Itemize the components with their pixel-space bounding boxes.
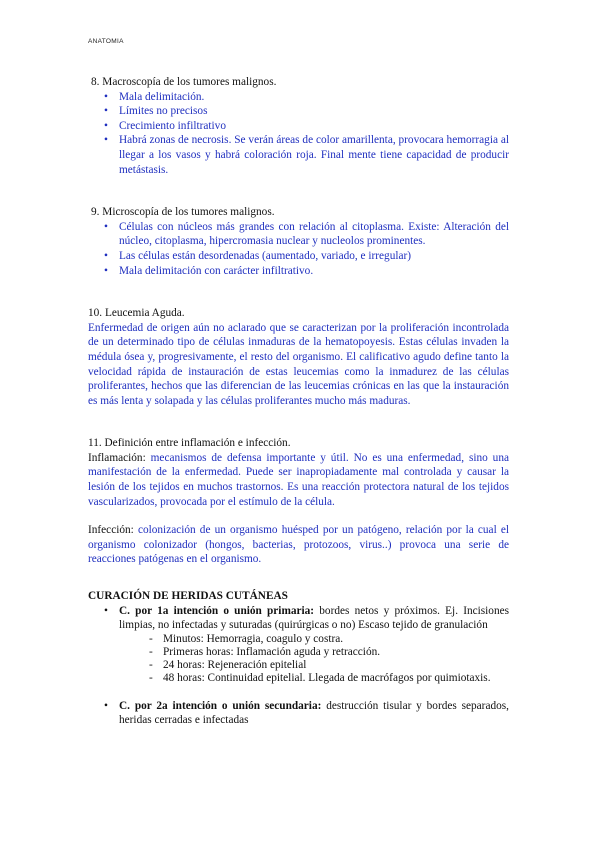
stage-item: - 48 horas: Continuidad epitelial. Llegada de macrófagos por quimiotaxis. bbox=[149, 672, 509, 685]
stage-item: - Minutos: Hemorragia, coagulo y costra. bbox=[149, 633, 509, 646]
infection-label: Infección: bbox=[88, 524, 134, 537]
section-11-title: 11. Definición entre inflamación e infección. bbox=[88, 437, 291, 450]
section-10 bbox=[88, 306, 509, 408]
list-item: • Células con núcleos más grandes con relación al citoplasma. Existe: Alteración del núcleo, citoplasma, hipercromasia nuclear y nucleolos prominentes. bbox=[104, 220, 509, 249]
infection-text: colonización de un organismo huésped por un patógeno, relación por la cual el organismo colonizador (hongos, bacterias, protozoos, virus..) provoca una serie de reacciones patógenas en el organismo. bbox=[88, 524, 510, 566]
stage-item: - Primeras horas: Inflamación aguda y retracción. bbox=[149, 646, 509, 659]
section-8 bbox=[88, 75, 509, 177]
section-10-title: 10. Leucemia Aguda. bbox=[88, 307, 185, 320]
page-header: ANATOMIA bbox=[88, 38, 124, 45]
list-item bbox=[104, 699, 509, 728]
secondary-intention-text: destrucción tisular y bordes separados, heridas cerradas e infectadas bbox=[119, 699, 509, 727]
primary-intention-stages bbox=[119, 633, 509, 685]
primary-intention-label: C. por 1a intención o unión primaria: bbox=[119, 604, 315, 617]
primary-intention-text: bordes netos y próximos. Ej. Incisiones limpias, no infectadas y suturadas (quirúrgicas o no) Escaso tejido de granulación bbox=[119, 604, 510, 632]
list-item: • Crecimiento infiltrativo bbox=[104, 119, 509, 134]
section-9-title: 9. Microscopía de los tumores malignos. bbox=[91, 206, 275, 219]
secondary-intention-label: C. por 2a intención o unión secundaria: bbox=[119, 699, 322, 712]
wound-healing-list-2 bbox=[88, 699, 509, 728]
inflammation-text: mecanismos de defensa importante y útil. No es una enfermedad, sino una manifestación de la enfermedad. Puede ser inapropiadamente mal controlada y causar la lesión de los tejidos en muchos trastornos. Es una reacción protectora natural de los tejidos vascularizados, provocada por el estímulo de la célula. bbox=[88, 451, 509, 508]
list-item: • Mala delimitación con carácter infiltrativo. bbox=[104, 264, 509, 279]
list-item: • Las células están desordenadas (aumentado, variado, e irregular) bbox=[104, 249, 509, 264]
section-10-body: Enfermedad de origen aún no aclarado que se caracterizan por la proliferación incontrolada de un determinado tipo de células inmaduras de la hematopoyesis. Estas células invaden la médula ósea y, progresivamente, el resto del organismo. El calificativo agudo define tanto la velocidad rápida de instauración de estas leucemias como la inmadurez de las células proliferantes, hechos que las diferencian de las leucemias crónicas en las que la instauración es más lenta y solapada y las células proliferantes mucho más maduras. bbox=[88, 321, 509, 407]
inflammation-paragraph bbox=[88, 451, 509, 509]
list-item: • Habrá zonas de necrosis. Se verán áreas de color amarillenta, provocara hemorragia al llegar a los vasos y habrá coloración roja. Final mente tiene capacidad de producir metástasis. bbox=[104, 133, 509, 177]
section-8-title: 8. Macroscopía de los tumores malignos. bbox=[91, 76, 277, 88]
section-11 bbox=[88, 436, 509, 567]
inflammation-label: Inflamación: bbox=[88, 451, 146, 464]
wound-healing-list bbox=[88, 604, 509, 685]
section-wound-healing bbox=[88, 589, 509, 728]
section-9 bbox=[88, 205, 509, 278]
section-8-list bbox=[88, 90, 509, 178]
infection-paragraph bbox=[88, 523, 509, 567]
section-9-list bbox=[88, 220, 509, 278]
document-body bbox=[88, 75, 509, 728]
list-item: • Límites no precisos bbox=[104, 104, 509, 119]
list-item: • Mala delimitación. bbox=[104, 90, 509, 105]
wound-healing-title: CURACIÓN DE HERIDAS CUTÁNEAS bbox=[88, 590, 288, 603]
stage-item: - 24 horas: Rejeneración epitelial bbox=[149, 659, 509, 672]
list-item bbox=[104, 604, 509, 685]
